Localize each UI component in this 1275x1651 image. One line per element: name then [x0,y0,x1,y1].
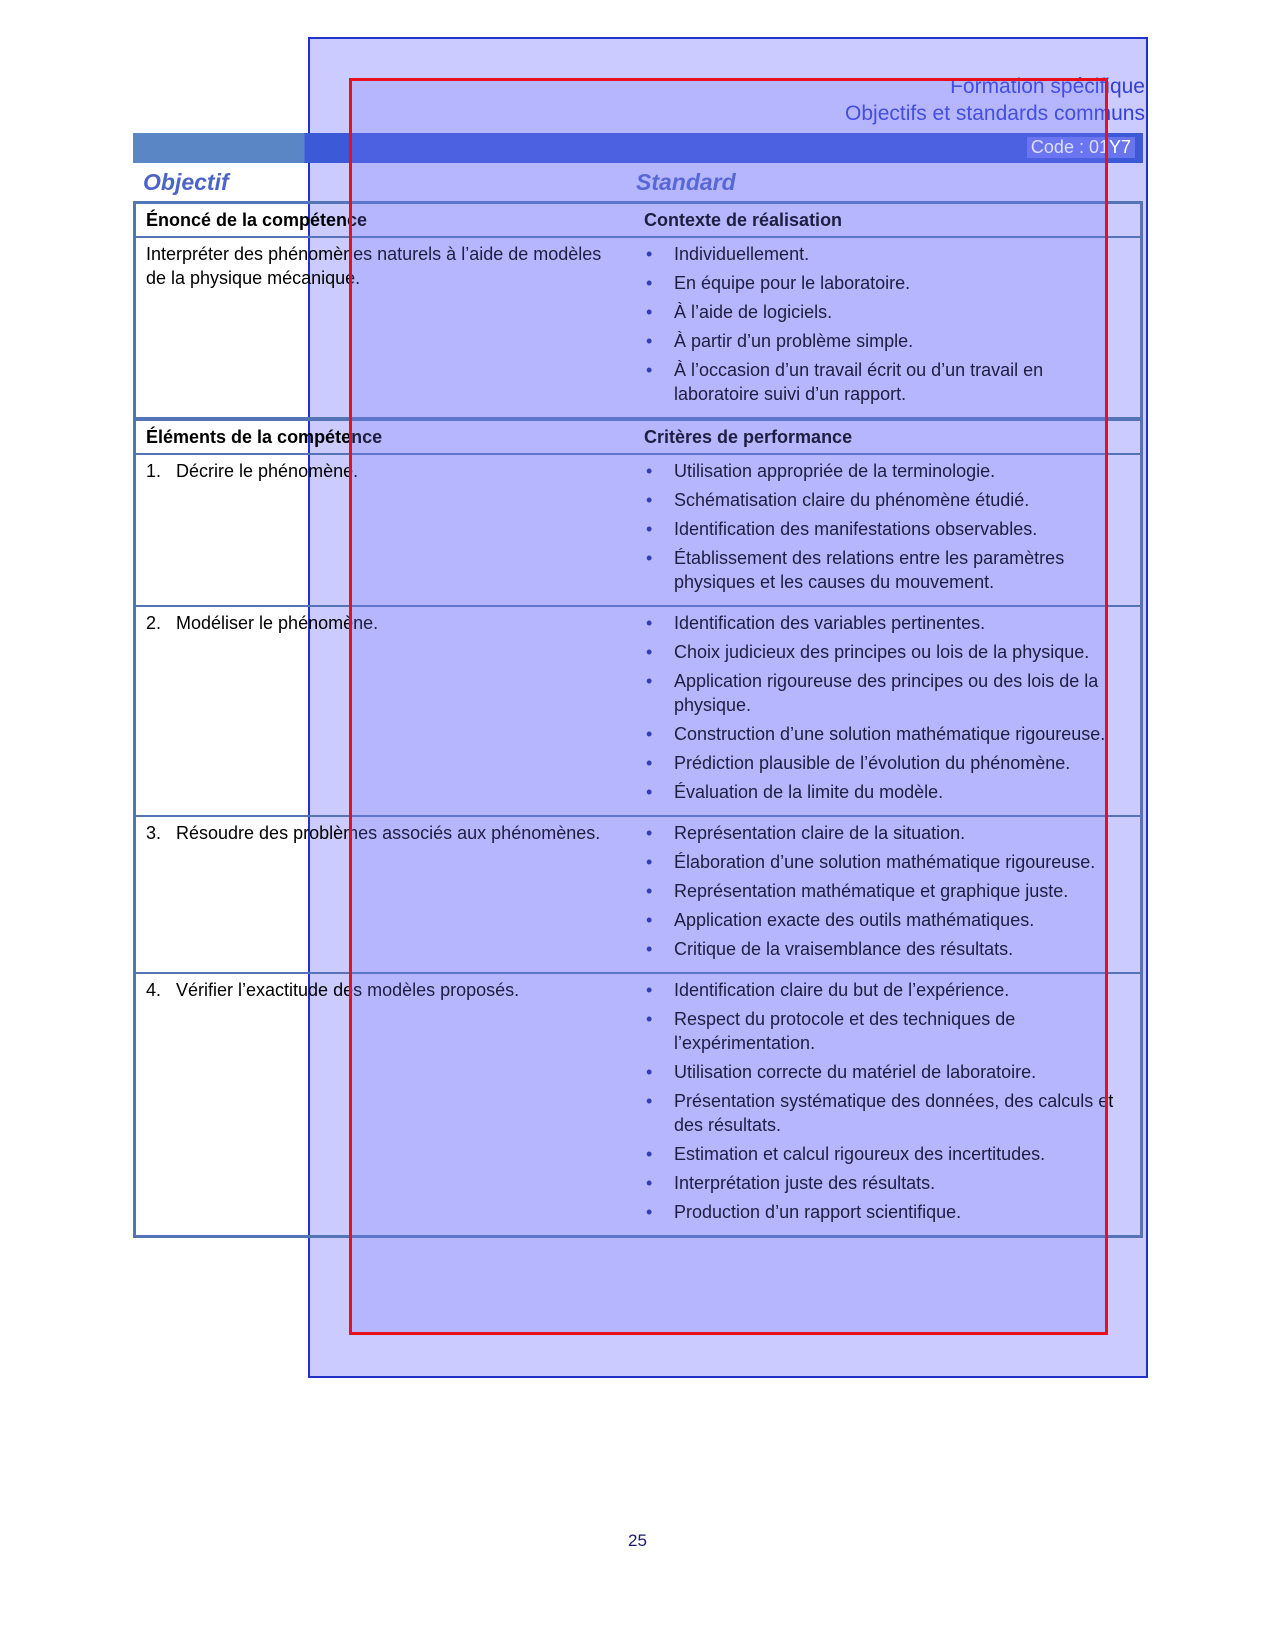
element-number: 3. [146,823,162,843]
element-number: 2. [146,613,162,633]
header-line-1: Formation spécifique [950,75,1145,98]
criteria-item: • Identification des variables pertinentes. [644,611,1132,635]
criteria-item: • Élaboration d’une solution mathématique rigoureuse. [644,850,1132,874]
contexte-item: • À l’aide de logiciels. [644,300,1132,324]
contexte-item: • Individuellement. [644,242,1132,266]
contexte-item: • En équipe pour le laboratoire. [644,271,1132,295]
table-row [135,973,1142,1237]
criteria-item: • Représentation mathématique et graphique juste. [644,879,1132,903]
enonce-text: Interpréter des phénomènes naturels à l’aide de modèles de la physique mécanique. [135,237,635,419]
standard-title: Standard [636,169,736,195]
criteria-list [644,978,1132,1224]
element-number: 1. [146,461,162,481]
criteria-item: • Application exacte des outils mathématiques. [644,908,1132,932]
element-text: Vérifier l’exactitude des modèles proposés. [176,980,520,1000]
criteria-item: • Schématisation claire du phénomène étudié. [644,488,1132,512]
criteria-item: • Établissement des relations entre les paramètres physiques et les causes du mouvement. [644,546,1132,594]
criteria-item: • Critique de la vraisemblance des résultats. [644,937,1132,961]
criteria-item: • Utilisation appropriée de la terminologie. [644,459,1132,483]
table-row [135,816,1142,973]
element-number: 4. [146,980,162,1000]
contexte-cell [634,237,1142,419]
criteria-cell [634,973,1142,1237]
criteria-cell [634,606,1142,816]
enonce-table [133,201,1143,420]
table-row [135,454,1142,606]
criteria-list [644,821,1132,961]
criteria-item: • Évaluation de la limite du modèle. [644,780,1132,804]
course-code: Code : 01Y7 [1027,137,1135,158]
criteria-item: • Choix judicieux des principes ou lois de la physique. [644,640,1132,664]
criteria-item: • Identification des manifestations observables. [644,517,1132,541]
criteria-item: • Utilisation correcte du matériel de laboratoire. [644,1060,1132,1084]
element-text: Modéliser le phénomène. [176,613,379,633]
contexte-list [644,242,1132,406]
criteria-item: • Respect du protocole et des techniques de l’expérimentation. [644,1007,1132,1055]
element-cell [135,973,635,1237]
criteria-item: • Estimation et calcul rigoureux des incertitudes. [644,1142,1132,1166]
element-cell [135,606,635,816]
elements-table [133,418,1143,1238]
criteria-item: • Construction d’une solution mathématique rigoureuse. [644,722,1132,746]
code-bar [133,133,1143,163]
element-cell [135,454,635,606]
contexte-item: • À partir d’un problème simple. [644,329,1132,353]
objectif-title: Objectif [143,169,229,195]
criteria-cell [634,816,1142,973]
criteria-item: • Interprétation juste des résultats. [644,1171,1132,1195]
element-text: Résoudre des problèmes associés aux phénomènes. [176,823,601,843]
element-cell [135,816,635,973]
element-text: Décrire le phénomène. [176,461,359,481]
criteria-item: • Représentation claire de la situation. [644,821,1132,845]
criteria-item: • Production d’un rapport scientifique. [644,1200,1132,1224]
criteria-list [644,611,1132,804]
page-number: 25 [628,1531,647,1550]
criteria-list [644,459,1132,594]
criteria-cell [634,454,1142,606]
criteria-item: • Présentation systématique des données, des calculs et des résultats. [644,1089,1132,1137]
elements-header: Éléments de la compétence [146,427,383,447]
header-line-2: Objectifs et standards communs [845,102,1145,125]
criteria-item: • Identification claire du but de l’expérience. [644,978,1132,1002]
criteria-item: • Application rigoureuse des principes ou des lois de la physique. [644,669,1132,717]
contexte-item: • À l’occasion d’un travail écrit ou d’un travail en laboratoire suivi d’un rapport. [644,358,1132,406]
contexte-header: Contexte de réalisation [644,210,843,230]
enonce-header: Énoncé de la compétence [146,210,368,230]
criteria-item: • Prédiction plausible de l’évolution du phénomène. [644,751,1132,775]
criteres-header: Critères de performance [644,427,853,447]
table-row [135,606,1142,816]
